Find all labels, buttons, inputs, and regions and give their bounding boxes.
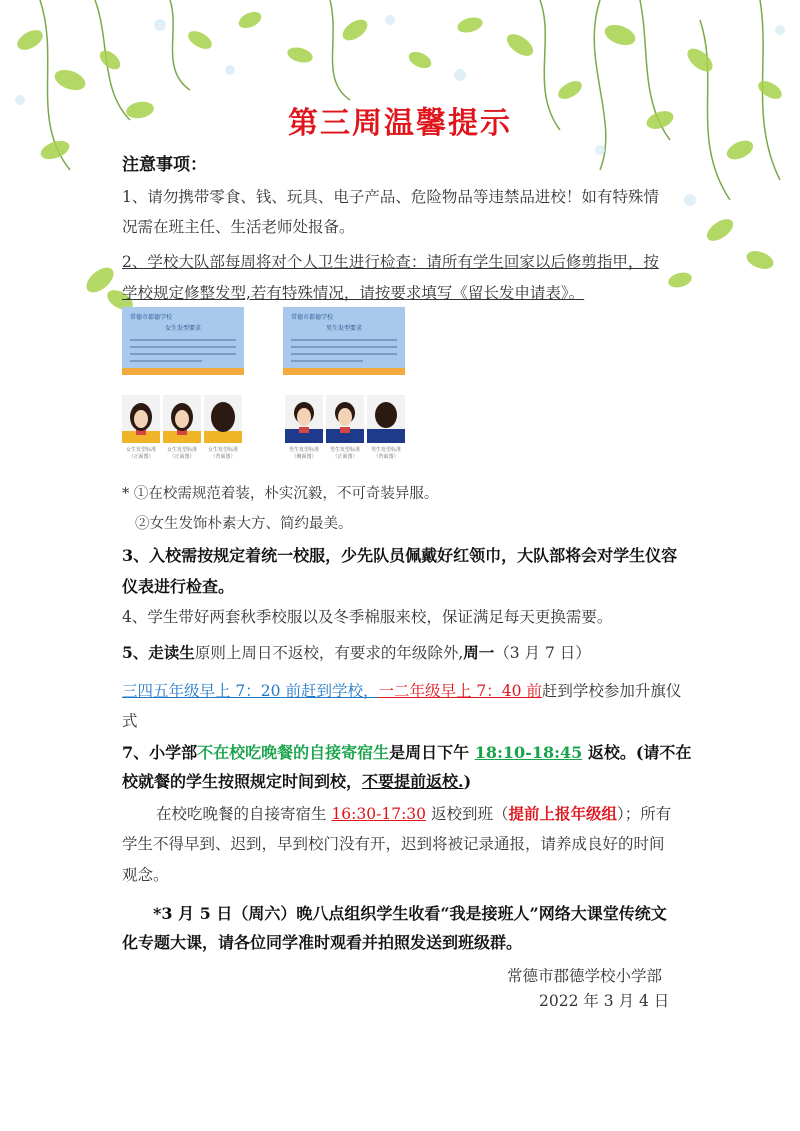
item-1-line-2: 况需在班主任、生活老师处报备。 — [122, 218, 355, 236]
item-7-line-1: 7、小学部不在校吃晚餐的自接寄宿生是周日下午 18:10-18:45 返校。(请不在 — [122, 743, 692, 762]
item-4: 4、学生带好两套秋季校服以及冬季棉服来校，保证满足每天更换需要。 — [122, 608, 613, 626]
photo-caption: 女生发型标准 （正面图） — [125, 447, 156, 460]
girls-hair-card-title: 女生发型要求 — [164, 325, 201, 332]
card-text-lines — [122, 334, 244, 368]
note-2: ②女生发饰朴素大方、简约最美。 — [135, 516, 353, 532]
boy-back-photo — [367, 395, 405, 443]
photo-caption: 女生发型标准 （正面图） — [166, 447, 197, 460]
item-8-line-3: 观念。 — [122, 866, 169, 884]
item-9-line-1: *3 月 5 日（周六）晚八点组织学生收看“我是接班人”网络大课堂传统文 — [153, 904, 667, 923]
boys-hair-card — [283, 307, 405, 375]
item-7-line-2: 校就餐的学生按照规定时间到校，不要提前返校.) — [122, 772, 472, 791]
school-logo: 常德市郡德学校 — [130, 314, 173, 321]
item-1-line-1: 1、请勿携带零食、钱、玩具、电子产品、危险物品等违禁品进校！如有特殊情 — [122, 188, 659, 206]
girls-hair-card — [122, 307, 244, 375]
photo-caption: 男生发型标准 （侧面图） — [288, 447, 319, 460]
note-1: * ①在校需规范着装，朴实沉毅，不可奇装异服。 — [122, 486, 439, 502]
boy-front-photo — [326, 395, 364, 443]
item-8-line-2: 学生不得早到、迟到，早到校门没有开，迟到将被记录通报，请养成良好的时间 — [122, 835, 665, 853]
boys-hair-card-title: 男生发型要求 — [325, 325, 362, 332]
heading: 注意事项： — [122, 155, 207, 175]
page-title: 第三周温馨提示 — [288, 106, 512, 141]
card-stripe — [122, 368, 244, 375]
footer-org: 常德市郡德学校小学部 — [507, 967, 663, 985]
card-text-lines — [283, 334, 405, 368]
item-8-line-1: 在校吃晚餐的自接寄宿生 16:30-17:30 返校到班（提前上报年级组）；所有 — [156, 804, 672, 823]
boy-side-photo — [285, 395, 323, 443]
item-9-line-2: 化专题大课，请各位同学准时观看并拍照发送到班级群。 — [122, 933, 523, 952]
item-5-line-2: 三四五年级早上 7：20 前赶到学校，一二年级早上 7：40 前赶到学校参加升旗仪 — [122, 682, 682, 700]
item-5-line-1: 5、走读生原则上周日不返校，有要求的年级除外,周一（3 月 7 日） — [122, 643, 591, 662]
item-3-line-2: 仪表进行检查。 — [122, 577, 235, 596]
item-2-line-2: 学校规定修整发型,若有特殊情况，请按要求填写《留长发申请表》。 — [122, 284, 585, 302]
item-5-line-3: 式 — [122, 712, 138, 730]
item-2-line-1: 2、学校大队部每周将对个人卫生进行检查：请所有学生回家以后修剪指甲，按 — [122, 253, 659, 271]
item-3-line-1: 3、入校需按规定着统一校服，少先队员佩戴好红领巾，大队部将会对学生仪容 — [122, 546, 678, 565]
girl-side-photo — [163, 395, 201, 443]
photo-caption: 女生发型标准 （背面图） — [207, 447, 238, 460]
footer-date: 2022 年 3 月 4 日 — [539, 992, 670, 1010]
photo-caption: 男生发型标准 （正面图） — [329, 447, 360, 460]
girl-back-photo — [204, 395, 242, 443]
girl-front-photo — [122, 395, 160, 443]
photo-caption: 男生发型标准 （背面图） — [370, 447, 401, 460]
card-stripe — [283, 368, 405, 375]
school-logo: 常德市郡德学校 — [291, 314, 334, 321]
